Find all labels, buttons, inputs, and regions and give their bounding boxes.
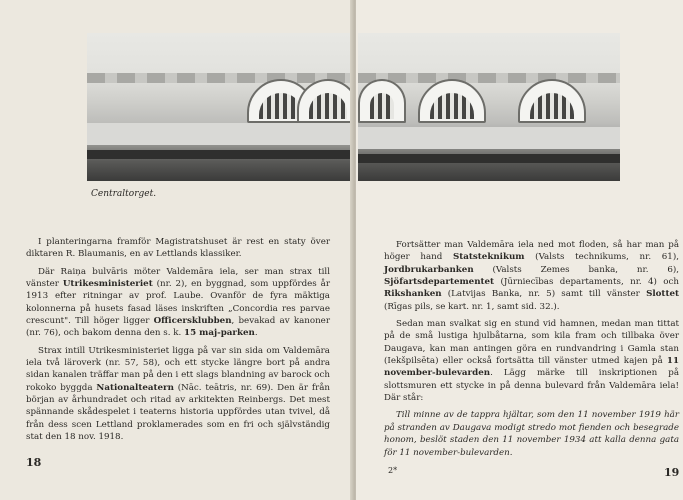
- bold-term: Nationalteatern: [96, 382, 174, 393]
- paragraph: [384, 239, 679, 313]
- text-run: (Valsts Zemes banka, nr. 6),: [473, 264, 679, 275]
- text-run: (Nāc. teātris, nr. 69). Den är från början av århundradet och ritad av arkitekten Reinbergs. Det mest spännande skådespelet i teaterns historia uppfördes utan tvivel, då från dess scen Lettland proklamerades som en fri och självständig stat den 18 nov. 1918.: [26, 382, 330, 443]
- text-run: Strax intill Utrikesministeriet ligga på var sin sida om Valdemāra iela två läroverk (nr. 57, 58), och ett stycke längre bort på andra sidan kanalen träffar man på den i ett slags blandning av barock och rokoko byggda: [26, 345, 330, 393]
- bold-term: Statsteknikum: [452, 252, 525, 263]
- text-run: , bevakad av kanoner (nr. 76), och bakom denna den s. k.: [26, 316, 330, 339]
- photo-market-hall: [418, 79, 486, 123]
- text-run: (Valsts technikums, nr. 61),: [524, 252, 679, 263]
- paragraph: [384, 409, 679, 458]
- page-number-left: 18: [26, 456, 42, 469]
- bold-term: Slottet: [646, 289, 679, 300]
- photo-canal: [87, 123, 352, 145]
- bold-term: Rikshanken: [384, 289, 442, 300]
- central-market-photo-right: [358, 33, 620, 181]
- photo-canal: [358, 127, 620, 149]
- photo-market-hall: [358, 79, 406, 123]
- photo-railway-train: [358, 154, 620, 163]
- photo-railway-train: [87, 150, 352, 159]
- text-run: Fortsätter man Valdemāra iela ned mot floden, så har man på höger hand: [384, 240, 679, 263]
- text-run: Där Raiņa bulvāris möter Valdemāra iela, ser man strax till vänster: [26, 266, 330, 290]
- text-run: (nr. 2), en byggnad, som uppfördes år 1913 efter ritningar av prof. Laube. Ovanför de fyra mäktiga kolonnerna på husets fasad läses inskriften „Concordia res parvae crescunt". Till höger ligger: [26, 279, 330, 327]
- right-page-text: [384, 239, 679, 464]
- photo-caption: Centraltorget.: [91, 189, 157, 199]
- printer-signature: 2*: [388, 466, 398, 475]
- bold-term: 15 maj-parken: [184, 328, 255, 339]
- page-number-right: 19: [664, 466, 680, 479]
- bold-term: Officersklubben: [153, 316, 232, 327]
- bold-term: Sjöfartsdepartementet: [384, 277, 495, 288]
- text-run: (Rīgas pils, se kart. nr. 1, samt sid. 32.).: [384, 301, 560, 312]
- central-market-photo-left: [87, 33, 352, 181]
- text-run: Sedan man svalkat sig en stund vid hamnen, medan man tittat på de små lustiga hjulbåtarna, som kila fram och tillbaka över Daugava, kan man antingen göra en rundvandring i Gamla stan (Iekšpilsēta) eller också fortsätta till vänster utmed kajen på: [384, 319, 679, 367]
- paragraph: [384, 318, 679, 404]
- photo-city-skyline: [358, 73, 620, 83]
- left-page-text: [26, 236, 330, 449]
- bold-term: Jordbrukarbanken: [384, 264, 474, 275]
- text-run: Till minne av de tappra hjältar, som den 11 november 1919 här på stranden av Daugava modigt stredo mot fienden och besegrade honom, beslöt staden den 11 november 1934 att kalla denna gata för 11 november-bulevarden.: [384, 410, 679, 458]
- photo-market-hall: [518, 79, 586, 123]
- photo-city-skyline: [87, 73, 352, 83]
- bold-term: Utrikesministeriet: [62, 279, 153, 290]
- photo-market-hall: [297, 79, 352, 123]
- text-run: I planteringarna framför Magistratshuset är rest en staty över diktaren R. Blaumanis, en av Lettlands klassiker.: [26, 237, 330, 260]
- text-run: (Latvijas Banka, nr. 5) samt till vänster: [441, 289, 647, 300]
- text-run: .: [254, 328, 258, 339]
- paragraph: [26, 345, 330, 444]
- text-run: (Jūrniecības departaments, nr. 4) och: [494, 277, 679, 288]
- text-run: . Lägg märke till inskriptionen på slottsmuren ett stycke in på denna bulevard från Valdemāra iela! Där står:: [384, 368, 679, 404]
- paragraph: [26, 266, 330, 340]
- paragraph: [26, 236, 330, 261]
- bold-term: 11 november-bulevarden: [384, 356, 679, 379]
